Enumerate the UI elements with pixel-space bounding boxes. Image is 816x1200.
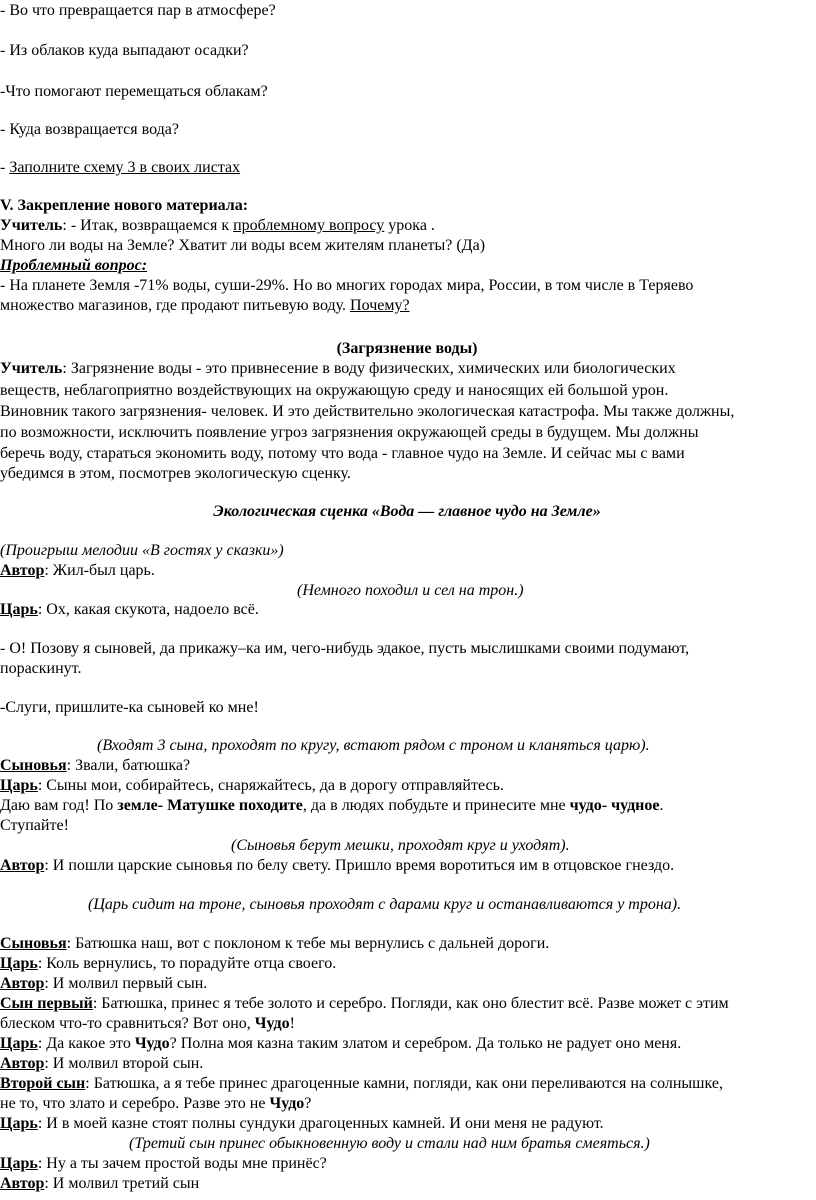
- bold-phrase: чудо- чудное: [569, 797, 660, 814]
- speaker-first-son: Сын первый: [0, 995, 93, 1012]
- text: : Коль вернулись, то порадуйте отца своего.: [37, 955, 337, 972]
- scene-line: [0, 954, 814, 974]
- scene-line: [0, 974, 814, 994]
- question-1: - Во что превращается пар в атмосфере?: [0, 2, 276, 19]
- scene-line: Ступайте!: [0, 817, 69, 834]
- dash: -: [0, 159, 10, 176]
- text: : Ну а ты зачем простой воды мне принёс?: [37, 1155, 327, 1172]
- text: !: [289, 1015, 295, 1032]
- speaker-king: Царь: [0, 777, 38, 794]
- question-2: - Из облаков куда выпадают осадки?: [0, 42, 249, 59]
- speaker-king: Царь: [0, 1155, 38, 1172]
- scene-line: [0, 1034, 814, 1054]
- miracle-word: Чудо: [134, 1035, 170, 1052]
- speaker-king: Царь: [0, 601, 38, 618]
- stage-direction: (Третий сын принес обыкновенную воду и стали над ним братья смеяться.): [129, 1135, 650, 1152]
- text: ?: [304, 1095, 312, 1112]
- problem-question-label: Проблемный вопрос:: [0, 257, 148, 274]
- stage-direction: (Немного походил и сел на трон.): [297, 582, 524, 599]
- text: : Звали, батюшка?: [66, 757, 191, 774]
- text: : Батюшка, принес я тебе золото и серебро. Погляди, как оно блестит всё. Разве может с этим: [92, 995, 729, 1012]
- speaker-king: Царь: [0, 1035, 38, 1052]
- speaker-king: Царь: [0, 955, 38, 972]
- text: .: [659, 797, 664, 814]
- speaker-author: Автор: [0, 857, 45, 874]
- text: : Батюшка наш, вот с поклоном к тебе мы вернулись с дальней дороги.: [66, 935, 550, 952]
- section-title: V. Закрепление нового материала:: [0, 197, 249, 214]
- speaker-teacher: Учитель: [0, 217, 63, 234]
- text: урока .: [384, 217, 435, 234]
- scene-line: [0, 796, 815, 816]
- text: , да в людях побудьте и принесите мне: [302, 797, 570, 814]
- problem-question-ref: проблемному вопросу: [233, 217, 385, 234]
- text: : И пошли царские сыновья по белу свету. Пришло время воротиться им в отцовское гнездо.: [44, 857, 675, 874]
- teacher-line-2: Много ли воды на Земле? Хватит ли воды всем жителям планеты? (Да): [0, 237, 486, 254]
- text: : И молвил второй сын.: [44, 1055, 204, 1072]
- scene-line: - О! Позову я сыновей, да прикажу–ка им, чего-нибудь эдакое, пусть мыслишками своими подумают,: [0, 640, 690, 657]
- text: : Да какое это: [37, 1035, 135, 1052]
- scene-melody: (Проигрыш мелодии «В гостях у сказки»): [0, 542, 284, 559]
- scene-line: [0, 756, 814, 776]
- fill-scheme-text: Заполните схему 3 в своих листах: [9, 159, 241, 176]
- question-5: [0, 158, 814, 178]
- scene-line: [0, 994, 814, 1014]
- stage-direction: (Царь сидит на троне, сыновья проходят с дарами круг и останавливаются у трона).: [88, 896, 682, 913]
- text: : Загрязнение воды - это привнесение в воду физических, химических или биологических: [62, 360, 676, 377]
- scene-line: [0, 1054, 814, 1074]
- scene-line: пораскинут.: [0, 660, 82, 677]
- scene-line: [0, 561, 814, 581]
- text: : И в моей казне стоят полны сундуки драгоценных камней. И они меня не радуют.: [37, 1115, 604, 1132]
- speaker-sons: Сыновья: [0, 935, 67, 952]
- text: множество магазинов, где продают питьевую воду.: [0, 297, 351, 314]
- question-4: - Куда возвращается вода?: [0, 121, 179, 138]
- pollution-line-3: Виновник такого загрязнения- человек. И это действительно экологическая катастрофа. Мы также должны,: [0, 403, 735, 420]
- speaker-author: Автор: [0, 975, 45, 992]
- pollution-line-6: убедимся в этом, посмотрев экологическую сценку.: [0, 465, 351, 482]
- scene-line: [0, 776, 814, 796]
- speaker-king: Царь: [0, 1115, 38, 1132]
- problem-line-1: - На планете Земля -71% воды, суши-29%. Но во многих городах мира, России, в том числе в Теряево: [0, 277, 694, 294]
- why-question: Почему?: [350, 297, 410, 314]
- speaker-second-son: Второй сын: [0, 1075, 86, 1092]
- pollution-title: (Загрязнение воды): [336, 340, 478, 357]
- scene-line: -Слуги, пришлите-ка сыновей ко мне!: [0, 699, 259, 716]
- scene-line: [0, 1154, 814, 1174]
- text: : Жил-был царь.: [44, 562, 155, 579]
- text: : Батюшка, а я тебе принес драгоценные камни, погляди, как они переливаются на солнышке,: [85, 1075, 723, 1092]
- teacher-line-1: [0, 216, 814, 236]
- text: : Ох, какая скукота, надоело всё.: [37, 601, 259, 618]
- scene-line: [0, 1114, 814, 1134]
- miracle-word: Чудо: [254, 1015, 290, 1032]
- scene-title: Экологическая сценка «Вода — главное чудо на Земле»: [213, 503, 601, 520]
- miracle-word: Чудо: [269, 1095, 305, 1112]
- text: Даю вам год! По: [0, 797, 118, 814]
- speaker-author: Автор: [0, 1055, 45, 1072]
- text: : - Итак, возвращаемся к: [62, 217, 234, 234]
- text: : И молвил третий сын: [44, 1175, 200, 1192]
- problem-line-2: [0, 296, 814, 316]
- scene-line: [0, 600, 814, 620]
- text: : И молвил первый сын.: [44, 975, 208, 992]
- pollution-line-1: [0, 359, 814, 379]
- scene-line: [0, 934, 814, 954]
- text: блеском что-то сравниться? Вот оно,: [0, 1015, 255, 1032]
- scene-line: [0, 1074, 814, 1094]
- scene-line: [0, 1094, 814, 1114]
- pollution-line-5: беречь воду, стараться экономить воду, потому что вода - главное чудо на Земле. И сейчас мы с вами: [0, 445, 685, 462]
- pollution-line-2: веществ, неблагоприятно воздействующих на окружающую среду и наносящих ей большой урон.: [0, 382, 669, 399]
- speaker-sons: Сыновья: [0, 757, 67, 774]
- scene-line: [0, 1014, 814, 1034]
- scene-line: [0, 1174, 814, 1194]
- pollution-line-4: по возможности, исключить появление угроз загрязнения окружающей среды в будущем. Мы должны: [0, 424, 699, 441]
- bold-phrase: земле- Матушке походите: [117, 797, 303, 814]
- text: ? Полна моя казна таким златом и серебром. Да только не радует оно меня.: [169, 1035, 682, 1052]
- scene-line: [0, 856, 814, 876]
- question-3: -Что помогают перемещаться облакам?: [0, 83, 268, 100]
- stage-direction: (Входят 3 сына, проходят по кругу, встают рядом с троном и кланяться царю).: [97, 737, 650, 754]
- speaker-author: Автор: [0, 562, 45, 579]
- stage-direction: (Сыновья берут мешки, проходят круг и уходят).: [231, 837, 570, 854]
- text: не то, что злато и серебро. Разве это не: [0, 1095, 270, 1112]
- speaker-teacher: Учитель: [0, 360, 63, 377]
- text: : Сыны мои, собирайтесь, снаряжайтесь, да в дорогу отправляйтесь.: [37, 777, 504, 794]
- speaker-author: Автор: [0, 1175, 45, 1192]
